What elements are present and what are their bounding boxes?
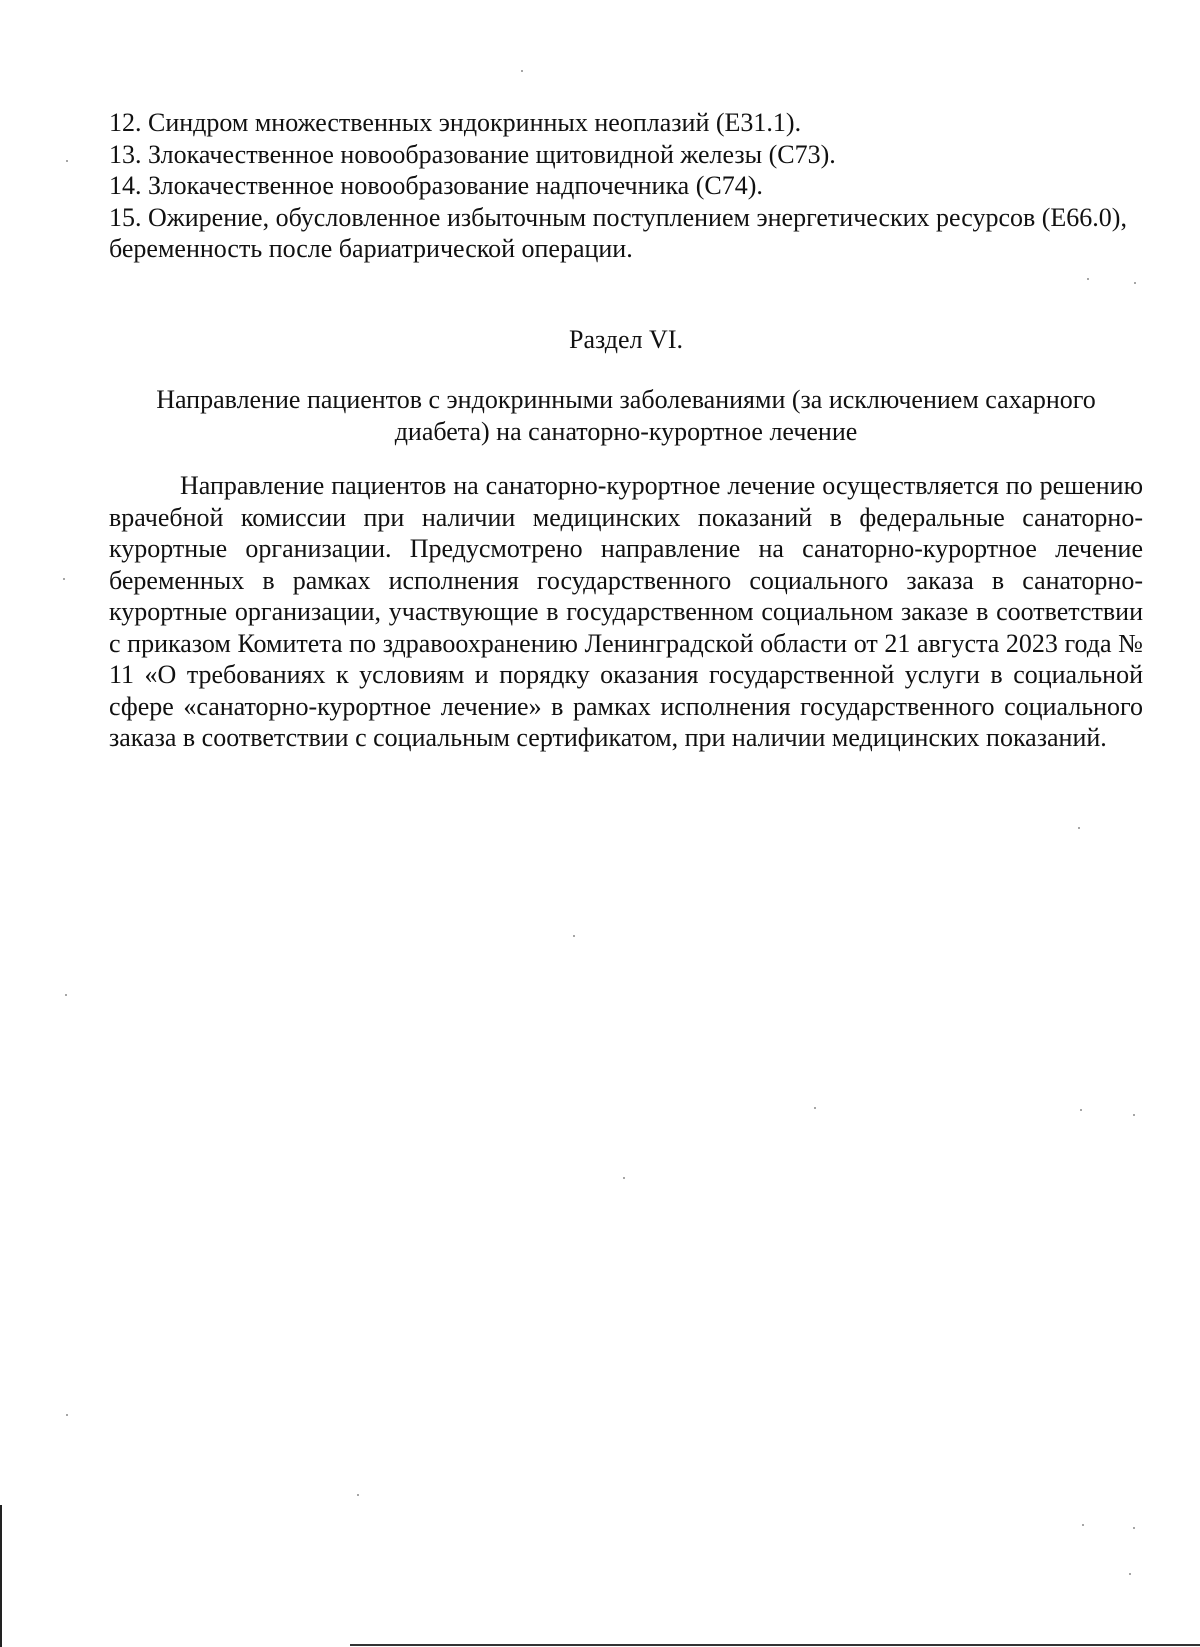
scan-speck — [66, 1414, 68, 1416]
scan-speck — [1134, 282, 1136, 284]
scan-edge-bottom — [350, 1644, 1200, 1646]
scan-speck — [623, 1177, 625, 1179]
scan-speck — [1133, 1114, 1135, 1116]
section-title-line: Направление пациентов с эндокринными заболеваниями (за исключением сахарного — [156, 385, 1096, 414]
list-item: 15. Ожирение, обусловленное избыточным поступлением энергетических ресурсов (E66.0), беременность после бариатрической операции. — [109, 202, 1127, 263]
scan-speck — [1133, 1527, 1135, 1529]
page-content — [109, 107, 1143, 754]
section-number: Раздел VI. — [569, 324, 683, 354]
body-paragraph: Направление пациентов на санаторно-курортное лечение осуществляется по решению врачебной комиссии при наличии медицинских показаний в федеральные санаторно-курортные организации. Предусмотрено направление на санаторно-курортное лечение беременных в рамках исполнения государственного социального заказа в санаторно-курортные организации, участвующие в государственном социальном заказе в соответствии с приказом Комитета по здравоохранению Ленинградской области от 21 августа 2023 года № 11 «О требованиях к условиям и порядку оказания государственной услуги в социальной сфере «санаторно-курортное лечение» в рамках исполнения государственного социального заказа в соответствии с социальным сертификатом, при наличии медицинских показаний. — [109, 471, 1143, 752]
scan-edge-left — [0, 1505, 2, 1647]
scan-speck — [66, 160, 68, 162]
scan-speck — [1087, 278, 1089, 280]
scan-speck — [65, 994, 67, 996]
scan-speck — [1129, 1573, 1131, 1575]
scan-speck — [573, 935, 575, 937]
scan-speck — [1080, 1109, 1082, 1111]
scan-speck — [63, 578, 65, 580]
list-item: 14. Злокачественное новообразование надпочечника (C74). — [109, 171, 763, 200]
scan-speck — [814, 1107, 816, 1109]
scan-speck — [1078, 827, 1080, 829]
scan-speck — [1082, 1524, 1084, 1526]
scan-speck — [521, 70, 523, 72]
section-title-line: диабета) на санаторно-курортное лечение — [394, 416, 858, 446]
list-item: 12. Синдром множественных эндокринных неоплазий (E31.1). — [109, 108, 802, 137]
scan-speck — [357, 1494, 359, 1496]
section-title — [109, 384, 1143, 447]
list-item: 13. Злокачественное новообразование щитовидной железы (C73). — [109, 139, 836, 169]
